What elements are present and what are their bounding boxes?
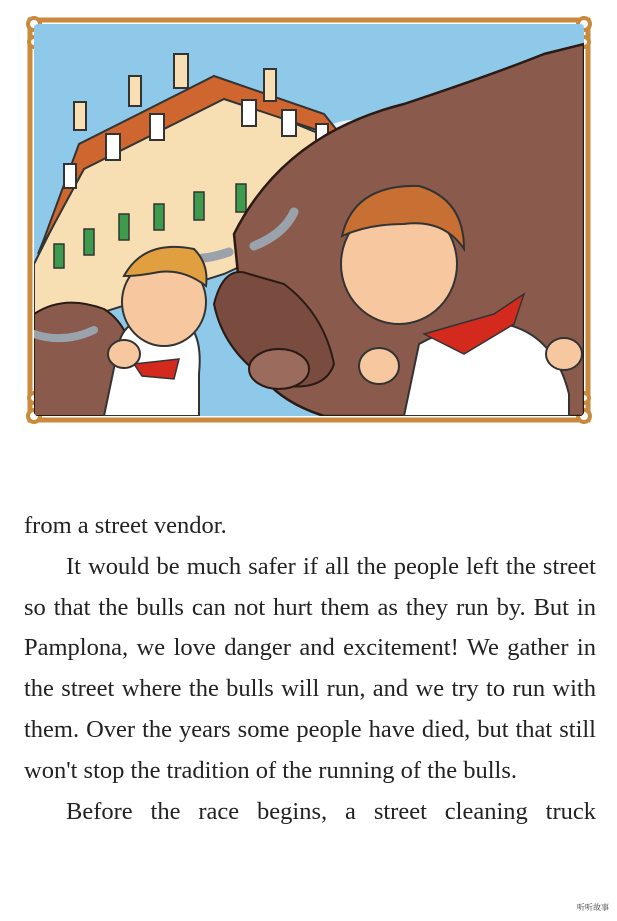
footer-watermark: 听听故事: [577, 903, 609, 912]
paragraph-danger: It would be much safer if all the people left the street so that the bulls can not hurt them as they run by. But in Pamplona, we love danger and excitement! We gather in the street where the bulls will run, and we try to run with them. Over the years some people have died, but that still won't stop the tradition of the running of the bulls.: [24, 552, 596, 784]
story-illustration: [24, 14, 594, 426]
story-text: [24, 506, 596, 832]
paragraph-continuation: from a street vendor.: [24, 512, 227, 539]
paragraph-race-begins: Before the race begins, a street cleaning truck: [66, 797, 596, 825]
